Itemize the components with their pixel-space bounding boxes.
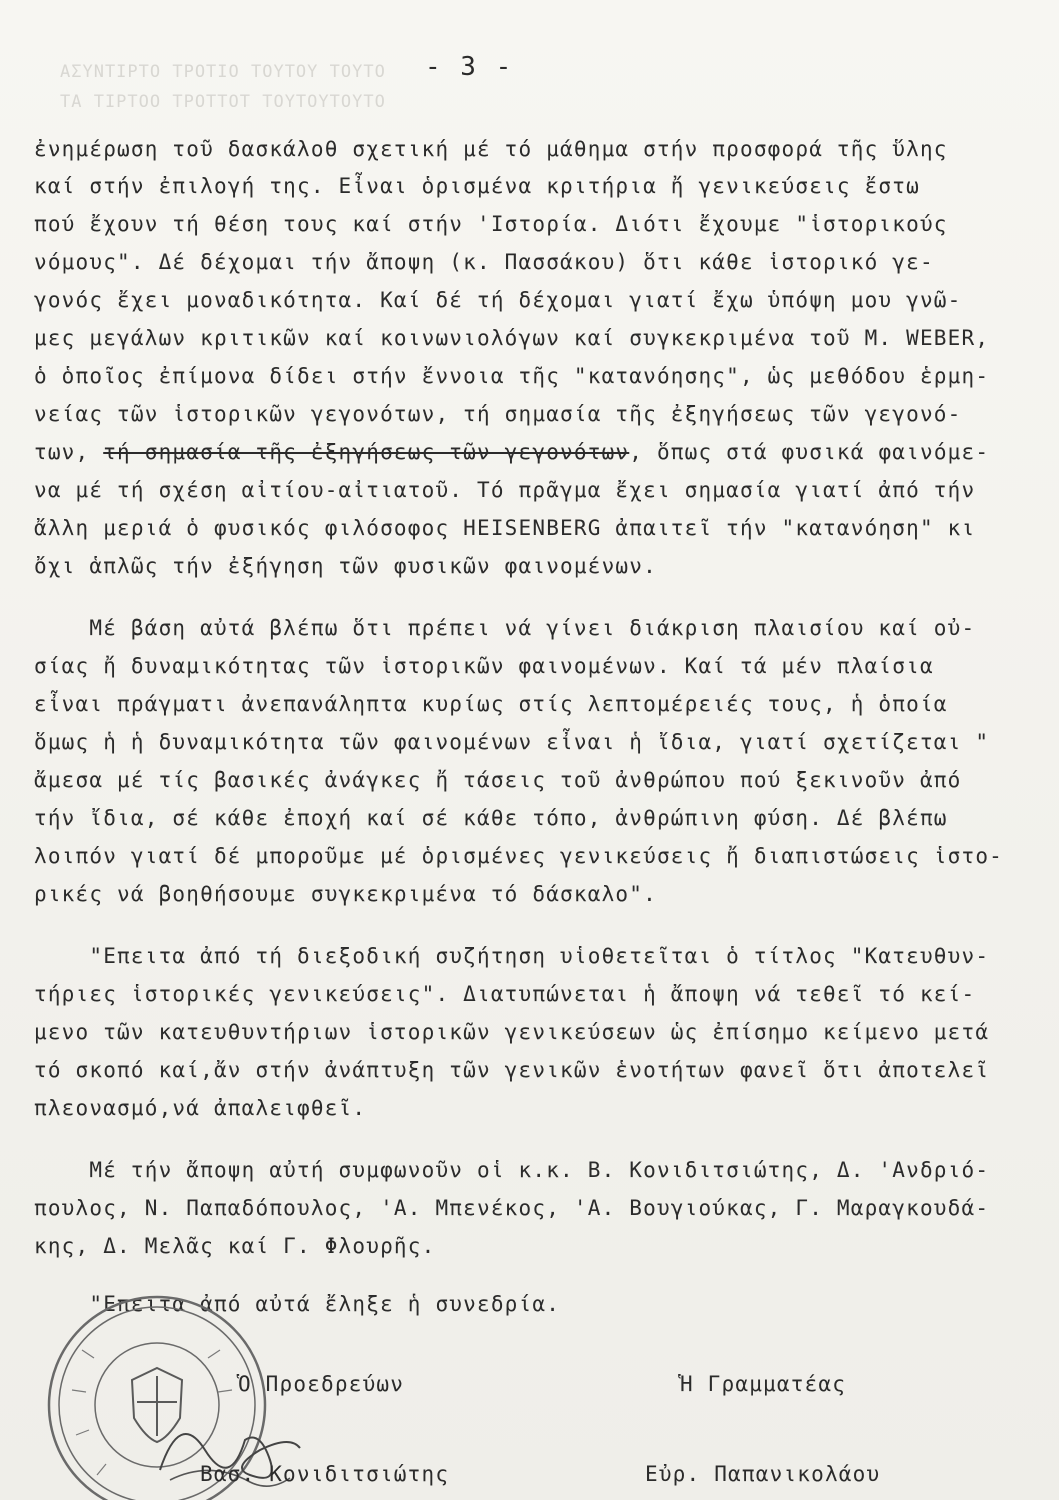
text-line: να μέ τή σχέση αἰτίου-αἰτιατοῦ. Τό πρᾶγμα ἔχει σημασία γιατί ἀπό τήν — [34, 478, 976, 502]
text-line: πού ἔχουν τή θέση τους καί στήν 'Ιστορία. Διότι ἔχουμε "ἱστορικούς — [34, 212, 948, 236]
text-line: γονός ἔχει μοναδικότητα. Καί δέ τή δέχομαι γιατί ἔχω ὑπόψη μου γνῶ- — [34, 288, 962, 312]
text-line: μες μεγάλων κριτικῶν καί κοινωνιολόγων καί συγκεκριμένα τοῦ Μ. WEBER, — [34, 326, 990, 350]
text-line: ἄλλη μεριά ὁ φυσικός φιλόσοφος HEISENBERG ἀπαιτεῖ τήν "κατανόηση" κι — [34, 516, 976, 540]
text-segment: των, — [34, 440, 104, 464]
text-line: τήν ἴδια, σέ κάθε ἐποχή καί σέ κάθε τόπο, ἀνθρώπινη φύση. Δέ βλέπω — [34, 806, 948, 830]
text-line: ὁ ὁποῖος ἐπίμονα δίδει στήν ἔννοια τῆς "κατανόησης", ὡς μεθόδου ἑρμη- — [34, 364, 990, 388]
bleed-through-text: ΤΑ ΤΙΡΤΟΟ ΤΡΟΤΤΟΤ ΤΟΥΤΟΥΤΟΥΤΟ — [60, 92, 386, 112]
text-line: Μέ τήν ἄποψη αὐτή συμφωνοῦν οἱ κ.κ. Β. Κονιδιτσιώτης, Δ. 'Ανδριό- — [34, 1158, 990, 1182]
text-line: εἶναι πράγματι ἀνεπανάληπτα κυρίως στίς λεπτομέρειές τους, ἡ ὁποία — [34, 692, 948, 716]
text-line: μενο τῶν κατευθυντήριων ἱστορικῶν γενικεύσεων ὡς ἐπίσημο κείμενο μετά — [34, 1020, 990, 1044]
text-line: ἄμεσα μέ τίς βασικές ἀνάγκες ἤ τάσεις τοῦ ἀνθρώπου πού ξεκινοῦν ἀπό — [34, 768, 962, 792]
text-line: "Επειτα ἀπό αὐτά ἔληξε ἡ συνεδρία. — [34, 1292, 561, 1316]
text-line: ὄχι ἁπλῶς τήν ἐξήγηση τῶν φυσικῶν φαινομένων. — [34, 554, 657, 578]
left-signatory-title: Ὁ Προεδρεύων — [238, 1372, 405, 1396]
text-line: λοιπόν γιατί δέ μποροῦμε μέ ὁρισμένες γενικεύσεις ἤ διαπιστώσεις ἱστο- — [34, 844, 1004, 868]
text-line: "Επειτα ἀπό τή διεξοδική συζήτηση υἱοθετεῖται ὁ τίτλος "Κατευθυν- — [34, 944, 990, 968]
text-line: ἐνημέρωση τοῦ δασκάλοθ σχετική μέ τό μάθημα στήν προσφορά τῆς ὕλης — [34, 137, 948, 161]
text-line: πουλος, Ν. Παπαδόπουλος, 'Α. Μπενέκος, 'Α. Βουγιούκας, Γ. Μαραγκουδά- — [34, 1196, 990, 1220]
text-line: νόμους". Δέ δέχομαι τήν ἄποψη (κ. Πασσάκου) ὅτι κάθε ἱστορικό γε- — [34, 250, 934, 274]
text-line: ρικές νά βοηθήσουμε συγκεκριμένα τό δάσκαλο". — [34, 882, 657, 906]
text-line: πλεονασμό,νά ἀπαλειφθεῖ. — [34, 1096, 367, 1120]
left-signatory-name: Βασ. Κονιδιτσιώτης — [200, 1462, 450, 1486]
text-line: τήριες ἱστορικές γενικεύσεις". Διατυπώνεται ἡ ἄποψη νά τεθεῖ τό κεί- — [34, 982, 976, 1006]
text-line: κης, Δ. Μελᾶς καί Γ. Φλουρῆς. — [34, 1234, 436, 1258]
text-line: τό σκοπό καί,ἄν στήν ἀνάπτυξη τῶν γενικῶν ἑνοτήτων φανεῖ ὅτι ἀποτελεῖ — [34, 1058, 990, 1082]
right-signatory-name: Εὐρ. Παπανικολάου — [645, 1462, 881, 1486]
right-signatory-title: Ἡ Γραμματέας — [680, 1372, 847, 1396]
text-line: νείας τῶν ἱστορικῶν γεγονότων, τή σημασία τῆς ἐξηγήσεως τῶν γεγονό- — [34, 402, 962, 426]
text-line: Μέ βάση αὐτά βλέπω ὅτι πρέπει νά γίνει διάκριση πλαισίου καί οὐ- — [34, 616, 976, 640]
text-line: σίας ἤ δυναμικότητας τῶν ἱστορικῶν φαινομένων. Καί τά μέν πλαίσια — [34, 654, 934, 678]
struck-text-line — [34, 438, 1024, 466]
text-segment: , ὅπως στά φυσικά φαινόμε- — [629, 440, 990, 464]
text-line: ὅμως ἡ ἡ δυναμικότητα τῶν φαινομένων εἶναι ἡ ἴδια, γιατί σχετίζεται " — [34, 730, 990, 754]
struck-through-text: τή σημασία τῆς ἐξηγήσεως τῶν γεγονότων — [103, 440, 630, 464]
page-number: - 3 - — [425, 52, 514, 82]
text-line: καί στήν ἐπιλογή της. Εἶναι ὁρισμένα κριτήρια ἤ γενικεύσεις ἔστω — [34, 174, 920, 198]
bleed-through-text: ΑΣΥΝΤΙΡΤΟ ΤΡΟΤΙΟ ΤΟΥΤΟΥ ΤΟΥΤΟ — [60, 62, 386, 82]
